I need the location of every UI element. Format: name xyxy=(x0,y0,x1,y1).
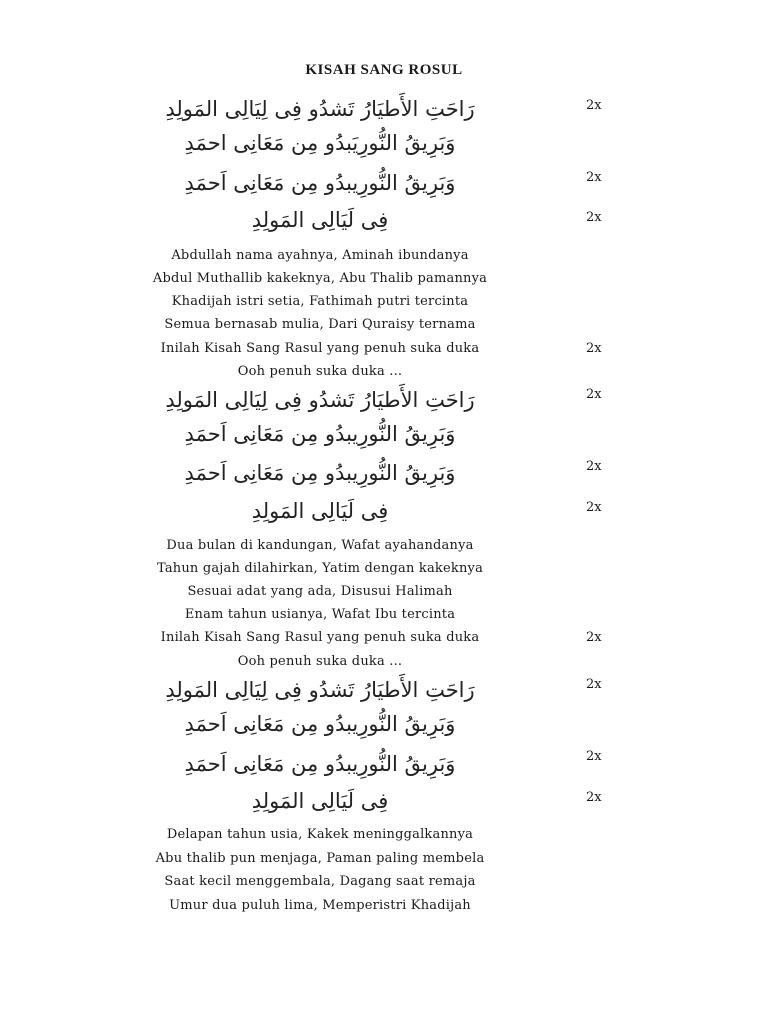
verse-line: Tahun gajah dilahirkan, Yatim dengan kakeknya xyxy=(156,561,484,576)
verse-line: Semua bernasab mulia, Dari Quraisy ternama xyxy=(164,317,476,332)
page-title: KISAH SANG ROSUL xyxy=(305,62,463,78)
repeat-mark: 2x xyxy=(586,387,602,402)
verse-line: Saat kecil menggembala, Dagang saat remaja xyxy=(164,874,476,889)
verse-line: Dua bulan di kandungan, Wafat ayahandanya xyxy=(166,538,474,553)
repeat-mark: 2x xyxy=(586,630,602,645)
repeat-mark: 2x xyxy=(586,749,602,764)
repeat-mark: 2x xyxy=(586,98,602,113)
verse-line: Delapan tahun usia, Kakek meninggalkannya xyxy=(166,827,474,842)
verse-line: Enam tahun usianya, Wafat Ibu tercinta xyxy=(184,607,456,622)
arabic-line-4: فِى لَيَالِى المَولِدِ xyxy=(251,499,389,523)
verse-line: Abdul Muthallib kakeknya, Abu Thalib pamannya xyxy=(152,271,488,286)
arabic-line-1: رَاحَتِ الأَطيَارُ تَشدُو فِى لِيَالِى المَولِدِ xyxy=(165,97,475,121)
repeat-mark: 2x xyxy=(586,341,602,356)
arabic-line-3: وَبَرِيقُ النُّورِيبدُو مِن مَعَانِى اَحمَدِ xyxy=(184,171,456,195)
verse-line: Khadijah istri setia, Fathimah putri tercinta xyxy=(171,294,469,309)
verse-line: Abu thalib pun menjaga, Paman paling membela xyxy=(155,851,485,866)
arabic-line-1: رَاحَتِ الأَطيَارُ تَشدُو فِى لِيَالِى المَولِدِ xyxy=(165,388,475,412)
verse-line: Abdullah nama ayahnya, Aminah ibundanya xyxy=(171,248,469,263)
repeat-mark: 2x xyxy=(586,790,602,805)
repeat-mark: 2x xyxy=(586,677,602,692)
arabic-line-4: فِى لَيَالِى المَولِدِ xyxy=(251,789,389,813)
verse-line: Umur dua puluh lima, Memperistri Khadijah xyxy=(169,898,471,913)
arabic-line-2: وَبَرِيقُ النُّورِيبدُو مِن مَعَانِى اَحمَدِ xyxy=(184,422,456,446)
arabic-line-4: فِى لَيَالِى المَولِدِ xyxy=(251,208,389,232)
arabic-line-1: رَاحَتِ الأَطيَارُ تَشدُو فِى لِيَالِى المَولِدِ xyxy=(165,678,475,702)
verse-line: Ooh penuh suka duka ... xyxy=(237,364,403,379)
arabic-line-3: وَبَرِيقُ النُّورِيبدُو مِن مَعَانِى اَحمَدِ xyxy=(184,461,456,485)
verse-line: Inilah Kisah Sang Rasul yang penuh suka duka xyxy=(160,341,480,356)
verse-line: Inilah Kisah Sang Rasul yang penuh suka duka xyxy=(160,630,480,645)
arabic-line-2: وَبَرِيقُ النُّورِيبدُو مِن مَعَانِى اَحمَدِ xyxy=(184,712,456,736)
verse-line: Ooh penuh suka duka ... xyxy=(237,654,403,669)
repeat-mark: 2x xyxy=(586,170,602,185)
repeat-mark: 2x xyxy=(586,500,602,515)
repeat-mark: 2x xyxy=(586,210,602,225)
arabic-line-3: وَبَرِيقُ النُّورِيبدُو مِن مَعَانِى اَحمَدِ xyxy=(184,752,456,776)
repeat-mark: 2x xyxy=(586,459,602,474)
arabic-line-2: وَبَرِيقُ النُّورِيَبدُو مِن مَعَانِى احمَدِ xyxy=(184,131,456,155)
verse-line: Sesuai adat yang ada, Disusui Halimah xyxy=(187,584,453,599)
